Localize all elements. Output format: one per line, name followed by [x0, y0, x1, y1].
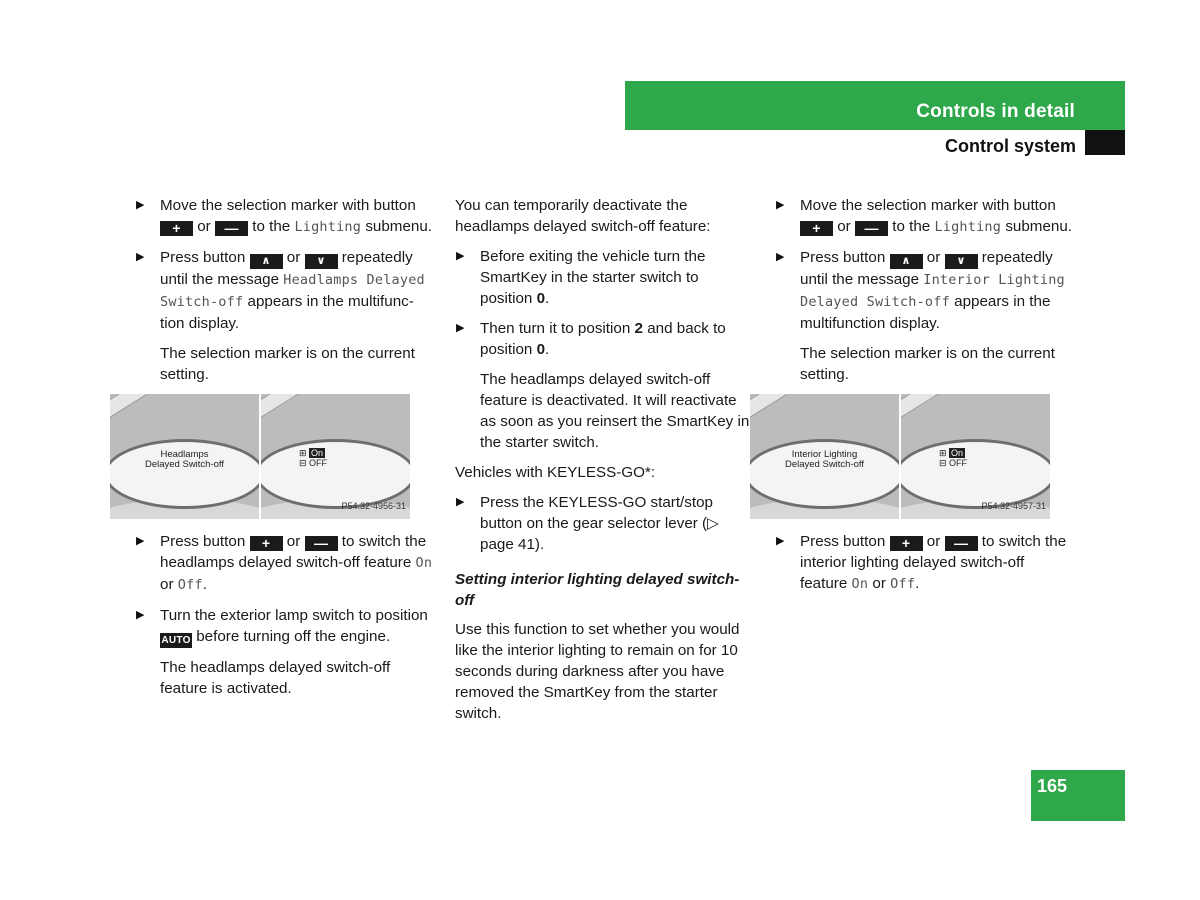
minus-key-icon: —: [305, 536, 338, 551]
minus-key-icon: —: [945, 536, 978, 551]
on-off-options: ⊞ On ⊟ OFF: [299, 448, 328, 468]
column-3: [775, 195, 1075, 604]
subheader-marker: [1085, 130, 1125, 155]
display-text: Interior Lighting Delayed Switch-off: [784, 449, 865, 470]
note: The headlamps delayed switch-off feature is deactivated. It will reactivate as soon as you reinsert the SmartKey in the starter switch.: [480, 371, 750, 451]
step: ▶ Press button + or — to switch the interior lighting delayed switch-off feature On or Off.: [775, 531, 1075, 595]
plus-key-icon: +: [800, 221, 833, 236]
down-key-icon: ∨: [305, 254, 338, 269]
down-key-icon: ∨: [945, 254, 978, 269]
figure-code: P54.32-4956-31: [341, 501, 406, 511]
section-heading: Setting interior lighting delayed switch-off: [455, 571, 740, 609]
display-panel-options: [261, 394, 410, 519]
subsection-title: Control system: [944, 136, 1076, 156]
column-1: [135, 195, 435, 708]
step: ▶ Press button ∧ or ∨ repeatedly until the message Interior Lighting Delayed Switch-off appears in the multifunction display.: [775, 247, 1075, 334]
header-band: [625, 81, 1125, 130]
note: The selection marker is on the current setting.: [800, 345, 1055, 383]
step: ▶ Press the KEYLESS-GO start/stop button on the gear selector lever (▷ page 41).: [455, 492, 755, 555]
note: The selection marker is on the current setting.: [160, 345, 415, 383]
step: ▶ Press button ∧ or ∨ repeatedly until the message Headlamps Delayed Switch-off appears in the multifunc-tion display.: [135, 247, 435, 334]
display-text: Headlamps Delayed Switch-off: [144, 449, 225, 470]
up-key-icon: ∧: [250, 254, 283, 269]
step: ▶ Move the selection marker with button + or — to the Lighting submenu.: [775, 195, 1075, 238]
display-message: Interior Lighting Delayed Switch-off: [800, 272, 1065, 310]
figure-code: P54.32-4957-31: [981, 501, 1046, 511]
body-text: Use this function to set whether you would like the interior lighting to remain on for 10 seconds during darkness after you have removed the SmartKey from the starter switch.: [455, 621, 740, 722]
on-off-options: ⊞ On ⊟ OFF: [939, 448, 968, 468]
step: ▶ Then turn it to position 2 and back to position 0.: [455, 318, 755, 360]
display-panel-message: [750, 394, 899, 519]
minus-key-icon: —: [215, 221, 248, 236]
step: ▶ Turn the exterior lamp switch to position AUTO before turning off the engine.: [135, 605, 435, 648]
display-figure: [750, 394, 1050, 519]
step: ▶ Before exiting the vehicle turn the SmartKey in the starter switch to position 0.: [455, 246, 755, 309]
minus-key-icon: —: [855, 221, 888, 236]
plus-key-icon: +: [160, 221, 193, 236]
page-number: 165: [1037, 776, 1068, 796]
menu-name: Lighting: [294, 219, 362, 235]
menu-name: Lighting: [934, 219, 1002, 235]
section-title: Controls in detail: [916, 101, 1075, 122]
display-figure: [110, 394, 410, 519]
up-key-icon: ∧: [890, 254, 923, 269]
step: ▶ Move the selection marker with button + or — to the Lighting submenu.: [135, 195, 435, 238]
note: The headlamps delayed switch-off feature is activated.: [160, 659, 391, 697]
auto-position-icon: AUTO: [161, 635, 191, 646]
display-panel-message: [110, 394, 259, 519]
intro: You can temporarily deactivate the headlamps delayed switch-off feature:: [455, 197, 711, 235]
page-number-box: [1031, 770, 1125, 821]
keyless-label: Vehicles with KEYLESS-GO*:: [455, 464, 656, 481]
plus-key-icon: +: [890, 536, 923, 551]
step: ▶ Press button + or — to switch the headlamps delayed switch-off feature On or Off.: [135, 531, 435, 596]
column-2: [455, 195, 755, 733]
plus-key-icon: +: [250, 536, 283, 551]
display-message: Headlamps Delayed Switch-off: [160, 272, 425, 310]
display-panel-options: [901, 394, 1050, 519]
